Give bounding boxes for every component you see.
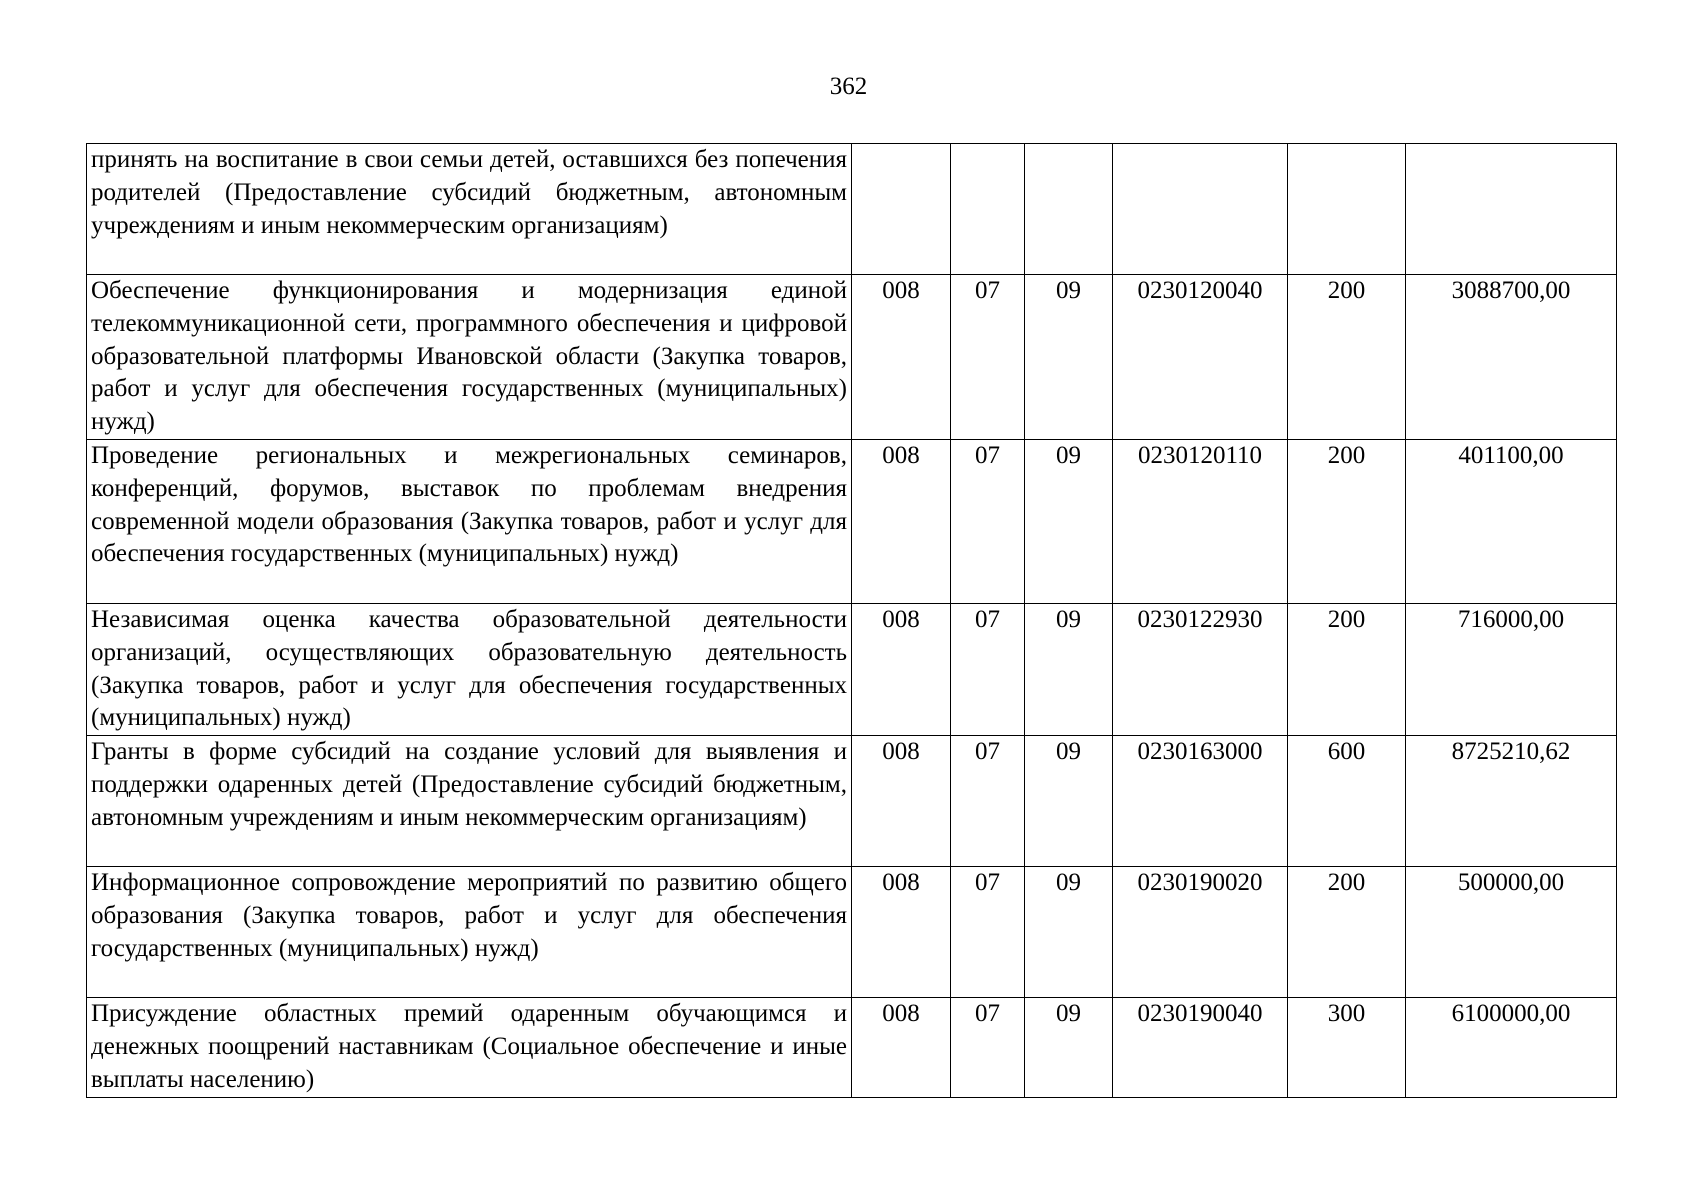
subsection-code: 09 xyxy=(1025,439,1113,603)
amount: 716000,00 xyxy=(1406,603,1617,735)
expense-type-code: 200 xyxy=(1288,603,1406,735)
amount: 8725210,62 xyxy=(1406,736,1617,867)
table-row xyxy=(87,275,1617,440)
ministry-code: 008 xyxy=(852,603,951,735)
expense-description: Обеспечение функционирования и модернизация единой телекоммуникационной сети, программного обеспечения и цифровой образовательной платформы Ивановской области (Закупка товаров, работ и услуг для обеспечения государственных (муниципальных) нужд) xyxy=(87,275,852,440)
table-row xyxy=(87,736,1617,867)
expense-description: Проведение региональных и межрегиональных семинаров, конференций, форумов, выставок по проблемам внедрения современной модели образования (Закупка товаров, работ и услуг для обеспечения государственных (муниципальных) нужд) xyxy=(87,439,852,603)
section-code: 07 xyxy=(951,867,1025,998)
ministry-code: 008 xyxy=(852,867,951,998)
section-code: 07 xyxy=(951,439,1025,603)
target-article-code: 0230120040 xyxy=(1113,275,1288,440)
table-row xyxy=(87,998,1617,1097)
subsection-code: 09 xyxy=(1025,275,1113,440)
expense-type-code: 200 xyxy=(1288,275,1406,440)
table-body xyxy=(87,144,1617,1098)
target-article-code: 0230190040 xyxy=(1113,998,1288,1097)
amount xyxy=(1406,144,1617,275)
expense-description: Присуждение областных премий одаренным обучающимся и денежных поощрений наставникам (Социальное обеспечение и иные выплаты населению) xyxy=(87,998,852,1097)
budget-table xyxy=(86,143,1617,1098)
subsection-code: 09 xyxy=(1025,867,1113,998)
expense-type-code xyxy=(1288,144,1406,275)
target-article-code: 0230163000 xyxy=(1113,736,1288,867)
section-code: 07 xyxy=(951,736,1025,867)
expense-type-code: 600 xyxy=(1288,736,1406,867)
target-article-code: 0230122930 xyxy=(1113,603,1288,735)
table-row xyxy=(87,144,1617,275)
subsection-code xyxy=(1025,144,1113,275)
page-number: 362 xyxy=(829,73,868,100)
table-row xyxy=(87,603,1617,735)
ministry-code: 008 xyxy=(852,439,951,603)
expense-description: Гранты в форме субсидий на создание условий для выявления и поддержки одаренных детей (Предоставление субсидий бюджетным, автономным учреждениям и иным некоммерческим организациям) xyxy=(87,736,852,867)
section-code: 07 xyxy=(951,603,1025,735)
ministry-code: 008 xyxy=(852,736,951,867)
amount: 500000,00 xyxy=(1406,867,1617,998)
target-article-code xyxy=(1113,144,1288,275)
ministry-code: 008 xyxy=(852,275,951,440)
ministry-code xyxy=(852,144,951,275)
expense-type-code: 200 xyxy=(1288,867,1406,998)
target-article-code: 0230120110 xyxy=(1113,439,1288,603)
table-row xyxy=(87,439,1617,603)
subsection-code: 09 xyxy=(1025,736,1113,867)
section-code xyxy=(951,144,1025,275)
expense-description: принять на воспитание в свои семьи детей, оставшихся без попечения родителей (Предоставление субсидий бюджетным, автономным учреждениям и иным некоммерческим организациям) xyxy=(87,144,852,275)
expense-description: Независимая оценка качества образовательной деятельности организаций, осуществляющих образовательную деятельность (Закупка товаров, работ и услуг для обеспечения государственных (муниципальных) нужд) xyxy=(87,603,852,735)
ministry-code: 008 xyxy=(852,998,951,1097)
expense-type-code: 300 xyxy=(1288,998,1406,1097)
expense-description: Информационное сопровождение мероприятий по развитию общего образования (Закупка товаров, работ и услуг для обеспечения государственных (муниципальных) нужд) xyxy=(87,867,852,998)
expense-type-code: 200 xyxy=(1288,439,1406,603)
subsection-code: 09 xyxy=(1025,998,1113,1097)
table-row xyxy=(87,867,1617,998)
section-code: 07 xyxy=(951,275,1025,440)
amount: 6100000,00 xyxy=(1406,998,1617,1097)
section-code: 07 xyxy=(951,998,1025,1097)
target-article-code: 0230190020 xyxy=(1113,867,1288,998)
subsection-code: 09 xyxy=(1025,603,1113,735)
amount: 401100,00 xyxy=(1406,439,1617,603)
amount: 3088700,00 xyxy=(1406,275,1617,440)
